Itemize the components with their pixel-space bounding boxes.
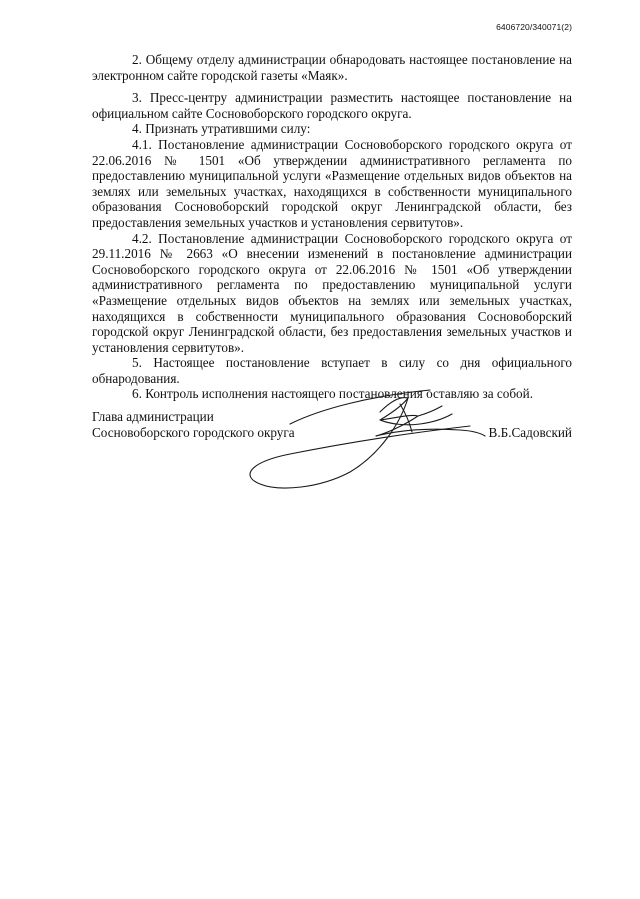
signatory-organization: Сосновоборского городского округа [92,424,295,440]
paragraph-4: 4. Признать утратившими силу: [132,121,311,137]
paragraph-2: 2. Общему отделу администрации обнародовать настоящее постановление на электронном сайте городской газеты «Маяк». [92,52,572,83]
signature-block [92,409,572,440]
paragraph-3: 3. Пресс-центру администрации разместить настоящее постановление на официальном сайте Сосновоборского городского округа. [92,90,572,121]
paragraph-4-1: 4.1. Постановление администрации Сосновоборского городского округа от 22.06.2016 № 1501 «Об утверждении административного регламента по предоставлению муниципальной услуги «Размещение отдельных видов объектов на землях или земельных участках, находящихся в собственности муниципального образования Сосновоборский городской округ Ленинградской области, без предоставления земельных участков и установления сервитутов». [92,136,572,230]
document-id: 6406720/340071(2) [496,22,572,32]
signatory-name: В.Б.Садовский [488,424,572,440]
paragraph-6: 6. Контроль исполнения настоящего постановления оставляю за собой. [132,386,533,402]
paragraph-5: 5. Настоящее постановление вступает в силу со дня официального обнародования. [92,355,572,386]
paragraph-4-2: 4.2. Постановление администрации Сосновоборского городского округа от 29.11.2016 № 2663 «О внесении изменений в постановление администрации Сосновоборского городского округа от 22.06.2016 № 1501 «Об утверждении административного регламента по предоставлению муниципальной услуги «Размещение отдельных видов объектов на землях или земельных участках, находящихся в собственности муниципального образования Сосновоборский городской округ Ленинградской области, без предоставления земельных участков и установления сервитутов». [92,230,572,355]
signatory-title: Глава администрации [92,409,214,424]
document-body [92,52,572,402]
